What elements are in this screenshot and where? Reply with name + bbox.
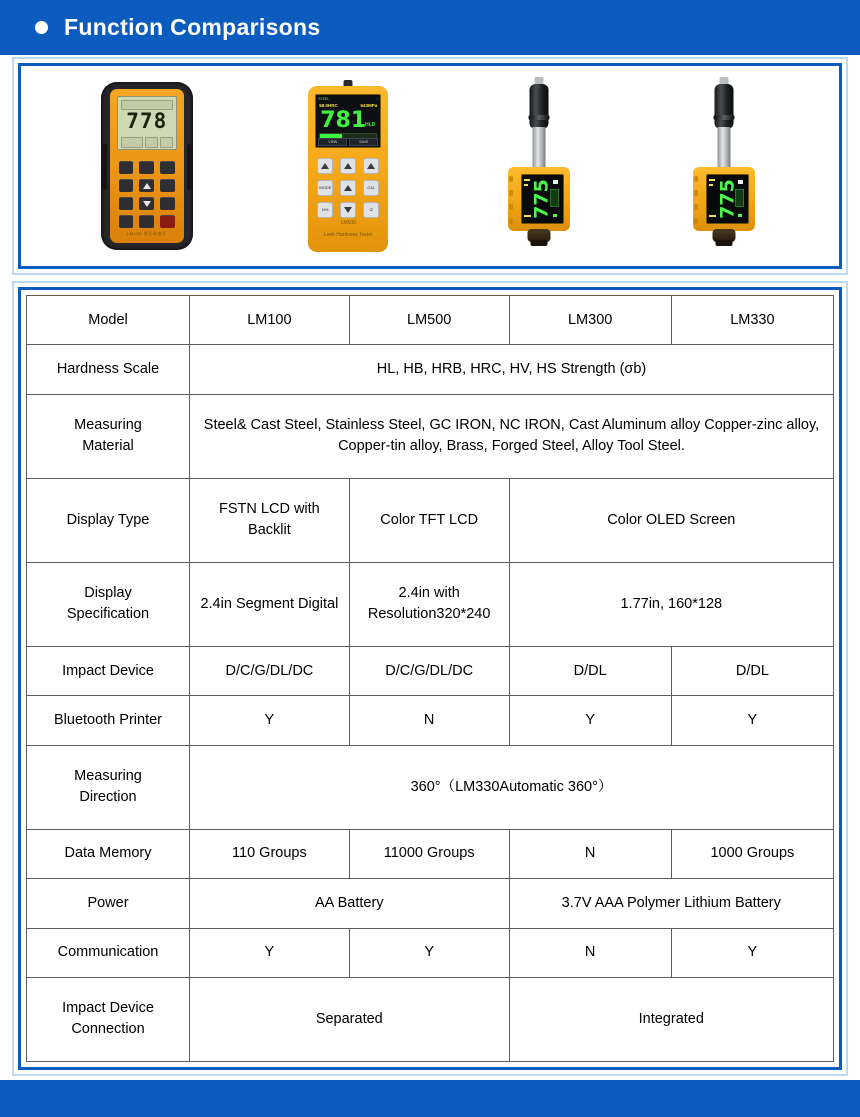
- row-label-display-type: Display Type: [27, 478, 190, 562]
- row-label-measuring-direction: [27, 745, 190, 829]
- table-row-display-type: [27, 478, 834, 562]
- cell-data-memory-lm300: N: [509, 829, 671, 878]
- lm300-oled-screen: [521, 174, 564, 224]
- product-gallery-outer-frame: [12, 57, 848, 275]
- lm500-screen-dir-icon: ↑: [376, 97, 379, 101]
- spec-table-outer-frame: [12, 281, 848, 1076]
- lm330-side-button-4: [694, 218, 698, 224]
- cell-measuring-direction-all: 360°（LM330Automatic 360°）: [190, 745, 834, 829]
- cell-model-lm330: LM330: [671, 296, 833, 345]
- lm330-side-button-2: [694, 190, 698, 196]
- table-row-power: [27, 879, 834, 928]
- row-label-power: Power: [27, 879, 190, 928]
- cell-display-type-lm300-lm330: Color OLED Screen: [509, 478, 833, 562]
- lm330-oled-screen: [706, 174, 749, 224]
- row-label-display-specification: [27, 562, 190, 646]
- table-row-impact-device-connection: [27, 977, 834, 1061]
- lm330-side-button-1: [694, 176, 698, 182]
- lm500-value-hrc: 58.0HRC: [319, 103, 338, 108]
- lm300-probe-grip: [529, 84, 548, 129]
- cell-bluetooth-lm100: Y: [190, 696, 350, 745]
- row-label-impact-device-connection-line2: Connection: [71, 1021, 145, 1038]
- row-label-data-memory: Data Memory: [27, 829, 190, 878]
- table-row-impact-device: [27, 646, 834, 695]
- lm100-key: [160, 197, 175, 210]
- lm100-key: [160, 179, 175, 192]
- lm300-probe-rod: [532, 127, 545, 171]
- product-image-row: [21, 66, 839, 266]
- cell-data-memory-lm100: 110 Groups: [190, 829, 350, 878]
- row-label-display-specification-line2: Specification: [66, 606, 150, 623]
- row-label-communication: Communication: [27, 928, 190, 977]
- lm500-key-up-4: [340, 180, 356, 196]
- lm100-key: [139, 161, 154, 174]
- cell-impact-device-lm300: D/DL: [509, 646, 671, 695]
- cell-communication-lm100: Y: [190, 928, 350, 977]
- page-header-bar: [0, 0, 860, 55]
- cell-communication-lm500: Y: [349, 928, 509, 977]
- cell-bluetooth-lm500: N: [349, 696, 509, 745]
- lm300-side-button-4: [509, 218, 513, 224]
- cell-power-lm300-lm330: 3.7V AAA Polymer Lithium Battery: [509, 879, 833, 928]
- row-label-hardness-scale: Hardness Scale: [27, 345, 190, 394]
- lm500-tft-screen: [315, 94, 381, 148]
- table-row-measuring-direction: [27, 745, 834, 829]
- lm100-front-face: [110, 89, 184, 243]
- lm500-reading-unit: HLD: [364, 122, 376, 128]
- lm100-key: [119, 161, 134, 174]
- lm500-keypad: [317, 158, 379, 218]
- cell-data-memory-lm500: 11000 Groups: [349, 829, 509, 878]
- cell-connection-lm300-lm330: Integrated: [509, 977, 833, 1061]
- page-title: Function Comparisons: [64, 14, 321, 40]
- row-label-measuring-direction-line2: Direction: [79, 789, 137, 806]
- row-label-display-specification-line1: Display: [84, 585, 132, 602]
- product-image-lm300: [504, 77, 574, 255]
- lm100-reading-value: 778: [126, 109, 168, 133]
- lm300-side-button-3: [509, 204, 513, 210]
- row-label-impact-device-connection: [27, 977, 190, 1061]
- lm330-probe-rod: [718, 127, 731, 171]
- lm100-lcd-screen: [117, 96, 177, 150]
- cell-communication-lm330: Y: [671, 928, 833, 977]
- lm300-probe-ring: [528, 115, 549, 120]
- lm300-base-tip: [530, 240, 547, 246]
- lm100-brand-text: LM100 里氏硬度计: [126, 231, 167, 236]
- lm300-side-button-1: [509, 176, 513, 182]
- product-image-lm500: [308, 80, 388, 252]
- lm100-key-power: [160, 215, 175, 228]
- lm300-reading-value: 775: [530, 179, 553, 219]
- cell-hardness-scale-all: HL, HB, HRB, HRC, HV, HS Strength (σb): [190, 345, 834, 394]
- product-image-lm330: [689, 77, 759, 255]
- lm500-screen-battery-icon: STEEL: [318, 97, 330, 101]
- lm500-model-text: LM500: [340, 220, 356, 226]
- bullet-dot-icon: [35, 21, 48, 34]
- lm100-keypad: [119, 161, 175, 228]
- lm100-key-up-arrow: [139, 179, 154, 192]
- table-row-display-specification: [27, 562, 834, 646]
- cell-connection-lm100-lm500: Separated: [190, 977, 510, 1061]
- lm330-base-tip: [716, 240, 733, 246]
- table-row-data-memory: [27, 829, 834, 878]
- table-row-bluetooth-printer: [27, 696, 834, 745]
- lm500-key-power: ⏻: [363, 202, 379, 218]
- lm100-lcd-status-row: [121, 137, 173, 147]
- lm100-key-down-arrow: [139, 197, 154, 210]
- specification-table: [26, 295, 834, 1062]
- table-row-communication: [27, 928, 834, 977]
- lm500-key-cal: CAL: [363, 180, 379, 196]
- lm100-key: [139, 215, 154, 228]
- lm500-key-mode: MODE: [317, 180, 333, 196]
- lm500-tagline-text: Leeb Hardness Tester: [323, 232, 373, 238]
- lm100-key: [119, 215, 134, 228]
- cell-power-lm100-lm500: AA Battery: [190, 879, 510, 928]
- row-label-bluetooth-printer: Bluetooth Printer: [27, 696, 190, 745]
- cell-display-spec-lm500: 2.4in with Resolution320*240: [349, 562, 509, 646]
- page-footer-bar: [0, 1080, 860, 1117]
- lm500-key-pct: N%: [317, 202, 333, 218]
- lm330-probe-ring: [714, 115, 735, 120]
- lm100-grip-left: [102, 144, 107, 190]
- cell-bluetooth-lm330: Y: [671, 696, 833, 745]
- row-label-model: Model: [27, 296, 190, 345]
- cell-communication-lm300: N: [509, 928, 671, 977]
- cell-impact-device-lm100: D/C/G/DL/DC: [190, 646, 350, 695]
- cell-display-type-lm500: Color TFT LCD: [349, 478, 509, 562]
- cell-impact-device-lm500: D/C/G/DL/DC: [349, 646, 509, 695]
- product-image-lm100: [101, 82, 193, 250]
- lm100-key: [160, 161, 175, 174]
- lm500-softkey-row: [318, 138, 378, 146]
- row-label-measuring-material: [27, 394, 190, 478]
- lm500-key-up-1: [317, 158, 333, 174]
- cell-display-spec-lm100: 2.4in Segment Digital: [190, 562, 350, 646]
- row-label-impact-device-connection-line1: Impact Device: [62, 1000, 154, 1017]
- product-gallery-panel: [18, 63, 842, 269]
- lm300-side-button-2: [509, 190, 513, 196]
- table-row-model: [27, 296, 834, 345]
- lm100-grip-right: [187, 144, 192, 190]
- cell-model-lm500: LM500: [349, 296, 509, 345]
- lm300-body-head: [508, 167, 570, 231]
- table-row-hardness-scale: [27, 345, 834, 394]
- row-label-measuring-material-line1: Measuring: [74, 417, 142, 434]
- lm330-probe-grip: [715, 84, 734, 129]
- cell-impact-device-lm330: D/DL: [671, 646, 833, 695]
- cell-display-type-lm100: FSTN LCD with Backlit: [190, 478, 350, 562]
- lm500-screen-topbar: [318, 96, 378, 102]
- lm500-softkey-view: VIEW: [318, 138, 347, 146]
- table-row-measuring-material: [27, 394, 834, 478]
- lm500-body: [308, 86, 388, 252]
- lm500-reading-value: 781: [320, 108, 367, 133]
- cell-bluetooth-lm300: Y: [509, 696, 671, 745]
- spec-table-panel: [18, 287, 842, 1070]
- lm100-key: [119, 197, 134, 210]
- cell-model-lm100: LM100: [190, 296, 350, 345]
- row-label-impact-device: Impact Device: [27, 646, 190, 695]
- cell-display-spec-lm300-lm330: 1.77in, 160*128: [509, 562, 833, 646]
- lm330-side-button-3: [694, 204, 698, 210]
- lm330-body-head: [693, 167, 755, 231]
- cell-model-lm300: LM300: [509, 296, 671, 345]
- lm500-key-up-2: [340, 158, 356, 174]
- lm500-value-mpa: 643MPa: [360, 103, 378, 108]
- lm500-softkey-save: SAVE: [349, 138, 378, 146]
- row-label-measuring-direction-line1: Measuring: [74, 768, 142, 785]
- lm330-reading-value: 775: [716, 179, 739, 219]
- lm100-key: [119, 179, 134, 192]
- cell-measuring-material-all: Steel& Cast Steel, Stainless Steel, GC IRON, NC IRON, Cast Aluminum alloy Copper-zinc alloy, Copper-tin alloy, Brass, Forged Steel, Alloy Tool Steel.: [190, 394, 834, 478]
- lm500-key-down-1: [340, 202, 356, 218]
- lm500-key-up-3: [363, 158, 379, 174]
- row-label-measuring-material-line2: Material: [82, 438, 134, 455]
- cell-data-memory-lm330: 1000 Groups: [671, 829, 833, 878]
